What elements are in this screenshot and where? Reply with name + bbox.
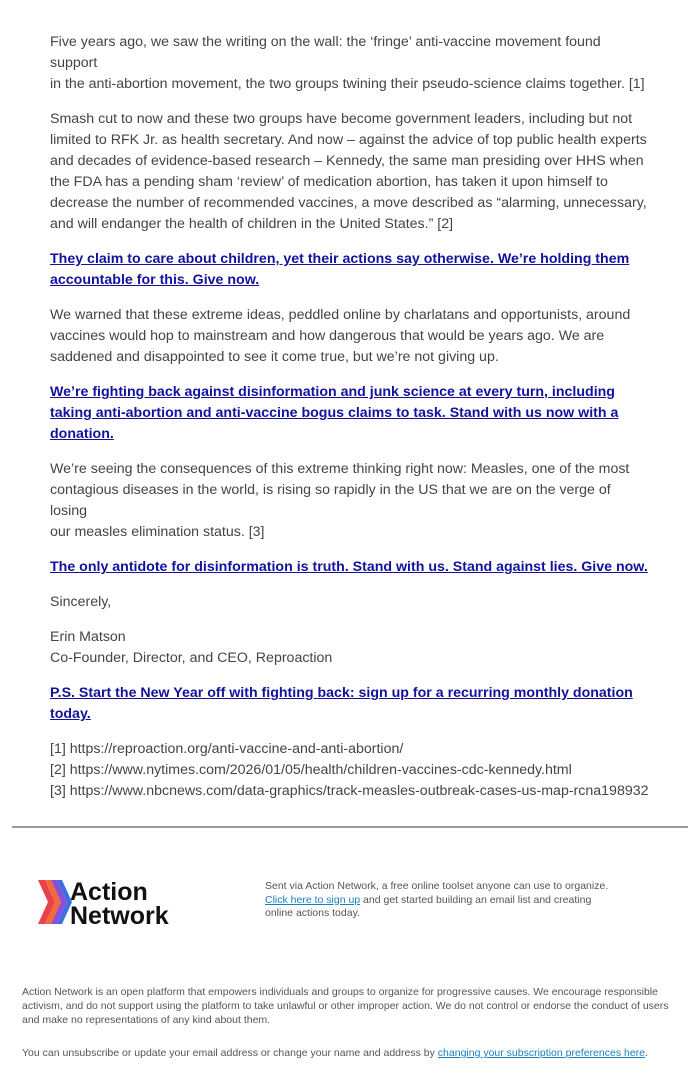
paragraph-intro bbox=[50, 32, 650, 95]
text-line: and decades of evidence-based research – Kennedy, the same man presiding over HHS when bbox=[50, 153, 644, 169]
link-line[interactable]: taking anti-abortion and anti-vaccine bogus claims to task. Stand with us now with a bbox=[50, 405, 619, 421]
recurring-donation-link[interactable] bbox=[50, 683, 650, 725]
text-line: Five years ago, we saw the writing on the wall: the ‘fringe’ anti-vaccine movement found support bbox=[50, 34, 601, 71]
text-line: limited to RFK Jr. as health secretary. And now – against the advice of top public health experts bbox=[50, 132, 647, 148]
text-line: We’re seeing the consequences of this extreme thinking right now: Measles, one of the most bbox=[50, 461, 630, 477]
footer-info-text: Sent via Action Network, a free online toolset anyone can use to organize. bbox=[265, 880, 609, 892]
references-list bbox=[50, 739, 650, 802]
link-line[interactable]: The only antidote for disinformation is truth. Stand with us. Stand against lies. Give now. bbox=[50, 559, 648, 575]
donate-link-fighting-back[interactable] bbox=[50, 382, 650, 445]
text-line: the FDA has a pending sham ‘review’ of medication abortion, has taken it upon himself to bbox=[50, 174, 608, 190]
unsubscribe-notice bbox=[22, 1046, 692, 1060]
paragraph-measles bbox=[50, 459, 650, 543]
action-network-logo bbox=[38, 876, 198, 930]
unsubscribe-text: You can unsubscribe or update your email address or change your name and address by bbox=[22, 1047, 438, 1059]
closing bbox=[50, 592, 650, 613]
signature-name: Erin Matson bbox=[50, 629, 126, 645]
text-line: and will endanger the health of children in the United States.” [2] bbox=[50, 216, 454, 232]
action-network-chevron-icon bbox=[38, 880, 72, 924]
footer-info bbox=[265, 880, 635, 921]
link-line[interactable]: They claim to care about children, yet their actions say otherwise. We’re holding them bbox=[50, 251, 630, 267]
donate-link-antidote[interactable] bbox=[50, 557, 650, 578]
subscription-preferences-link[interactable]: changing your subscription preferences here bbox=[437, 1047, 646, 1059]
closing-text: Sincerely, bbox=[50, 594, 112, 610]
footer-divider bbox=[12, 826, 688, 828]
text-line: Smash cut to now and these two groups have become government leaders, including but not bbox=[50, 111, 633, 127]
footer-info-text: online actions today. bbox=[265, 907, 360, 919]
logo-line-2: Network bbox=[70, 902, 169, 930]
email-body bbox=[50, 32, 650, 802]
text-line: contagious diseases in the world, is rising so rapidly in the US that we are on the verge of losing bbox=[50, 482, 611, 519]
link-line[interactable]: P.S. Start the New Year off with fighting back: sign up for a recurring monthly donation bbox=[50, 685, 633, 701]
reference-item: [2] https://www.nytimes.com/2026/01/05/health/children-vaccines-cdc-kennedy.html bbox=[50, 762, 572, 778]
paragraph-warning bbox=[50, 305, 650, 368]
unsubscribe-text: . bbox=[645, 1047, 648, 1059]
signature bbox=[50, 627, 650, 669]
platform-disclaimer: Action Network is an open platform that empowers individuals and groups to organize for progressive causes. We encourage responsible activism, and do not support using the platform to take unlawful or other improper action. We do not control or endorse the conduct of users and make no representations of any kind about them. bbox=[22, 986, 669, 1026]
footer-info-text: and get started building an email list and creating bbox=[360, 893, 592, 906]
text-line: decrease the number of recommended vaccines, a move described as “alarming, unnecessary, bbox=[50, 195, 647, 211]
signature-title: Co-Founder, Director, and CEO, Reproaction bbox=[50, 650, 333, 666]
signup-link[interactable]: Click here to sign up bbox=[265, 893, 361, 906]
link-line[interactable]: We’re fighting back against disinformation and junk science at every turn, including bbox=[50, 384, 615, 400]
link-line[interactable]: accountable for this. Give now. bbox=[50, 272, 260, 288]
text-line: vaccines would hop to mainstream and how dangerous that would be years ago. We are bbox=[50, 328, 605, 344]
text-line: saddened and disappointed to see it come true, but we’re not giving up. bbox=[50, 349, 499, 365]
logo-line-1: Action bbox=[70, 878, 148, 906]
reference-item: [3] https://www.nbcnews.com/data-graphics/track-measles-outbreak-cases-us-map-rcna198932 bbox=[50, 783, 649, 799]
link-line[interactable]: today. bbox=[50, 706, 91, 722]
text-line: in the anti-abortion movement, the two groups twining their pseudo-science claims together. [1] bbox=[50, 76, 645, 92]
paragraph-rfk bbox=[50, 109, 650, 235]
text-line: We warned that these extreme ideas, peddled online by charlatans and opportunists, around bbox=[50, 307, 631, 323]
donate-link-accountable[interactable] bbox=[50, 249, 650, 291]
text-line: our measles elimination status. [3] bbox=[50, 524, 265, 540]
reference-item: [1] https://reproaction.org/anti-vaccine-and-anti-abortion/ bbox=[50, 741, 404, 757]
link-line[interactable]: donation. bbox=[50, 426, 114, 442]
